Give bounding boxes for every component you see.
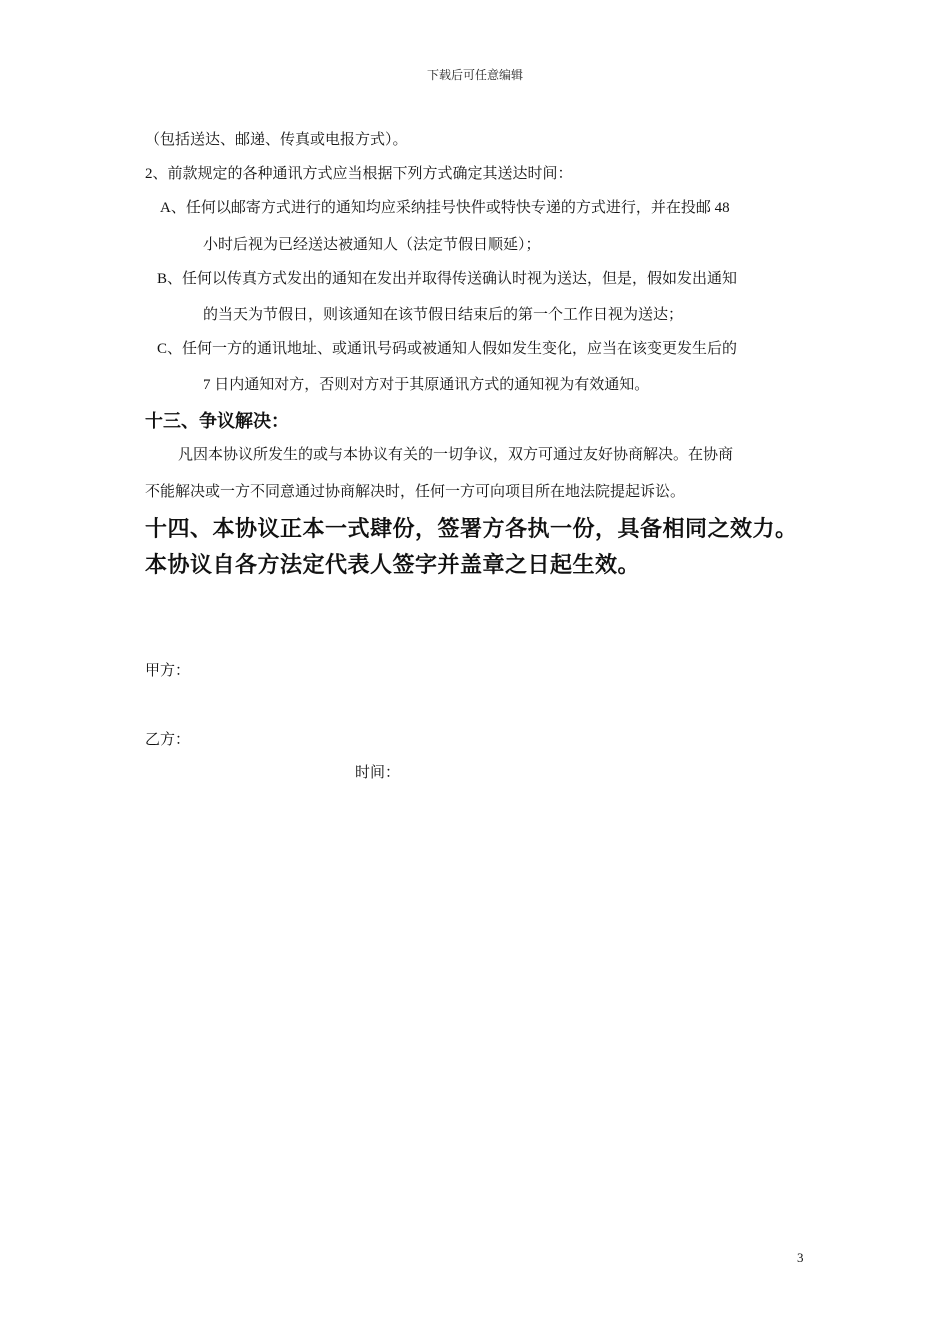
date-label: 时间：	[355, 765, 401, 781]
clause-a-line-1: A、任何以邮寄方式进行的通知均应采纳挂号快件或特快专递的方式进行，并在投邮 48	[160, 200, 730, 216]
section-14-line-2: 本协议自各方法定代表人签字并盖章之日起生效。	[145, 553, 641, 578]
clause-b-line-2: 的当天为节假日，则该通知在该节假日结束后的第一个工作日视为送达；	[203, 307, 684, 323]
clause-b-line-1: B、任何以传真方式发出的通知在发出并取得传送确认时视为送达，但是，假如发出通知	[157, 271, 738, 287]
page-header: 下载后可任意编辑	[426, 68, 523, 82]
clause-c-line-1: C、任何一方的通讯地址、或通讯号码或被通知人假如发生变化，应当在该变更发生后的	[157, 341, 738, 357]
section-13-paragraph-line-1: 凡因本协议所发生的或与本协议有关的一切争议，双方可通过友好协商解决。在协商	[178, 447, 734, 463]
section-13-title: 十三、争议解决：	[145, 411, 289, 432]
section-13-paragraph-line-2: 不能解决或一方不同意通过协商解决时，任何一方可向项目所在地法院提起诉讼。	[145, 484, 686, 500]
clause-a-line-2: 小时后视为已经送达被通知人（法定节假日顺延）；	[203, 237, 541, 253]
page-number: 3	[797, 1250, 804, 1265]
clause-2: 2、前款规定的各种通讯方式应当根据下列方式确定其送达时间：	[145, 166, 573, 182]
notice-methods-line: （包括送达、邮递、传真或电报方式）。	[145, 132, 408, 148]
party-b-signature-label: 乙方：	[145, 732, 191, 748]
clause-c-line-2: 7 日内通知对方，否则对方对于其原通讯方式的通知视为有效通知。	[203, 377, 650, 393]
party-a-signature-label: 甲方：	[145, 663, 191, 679]
section-14-line-1: 十四、本协议正本一式肆份，签署方各执一份，具备相同之效力。	[145, 517, 798, 542]
